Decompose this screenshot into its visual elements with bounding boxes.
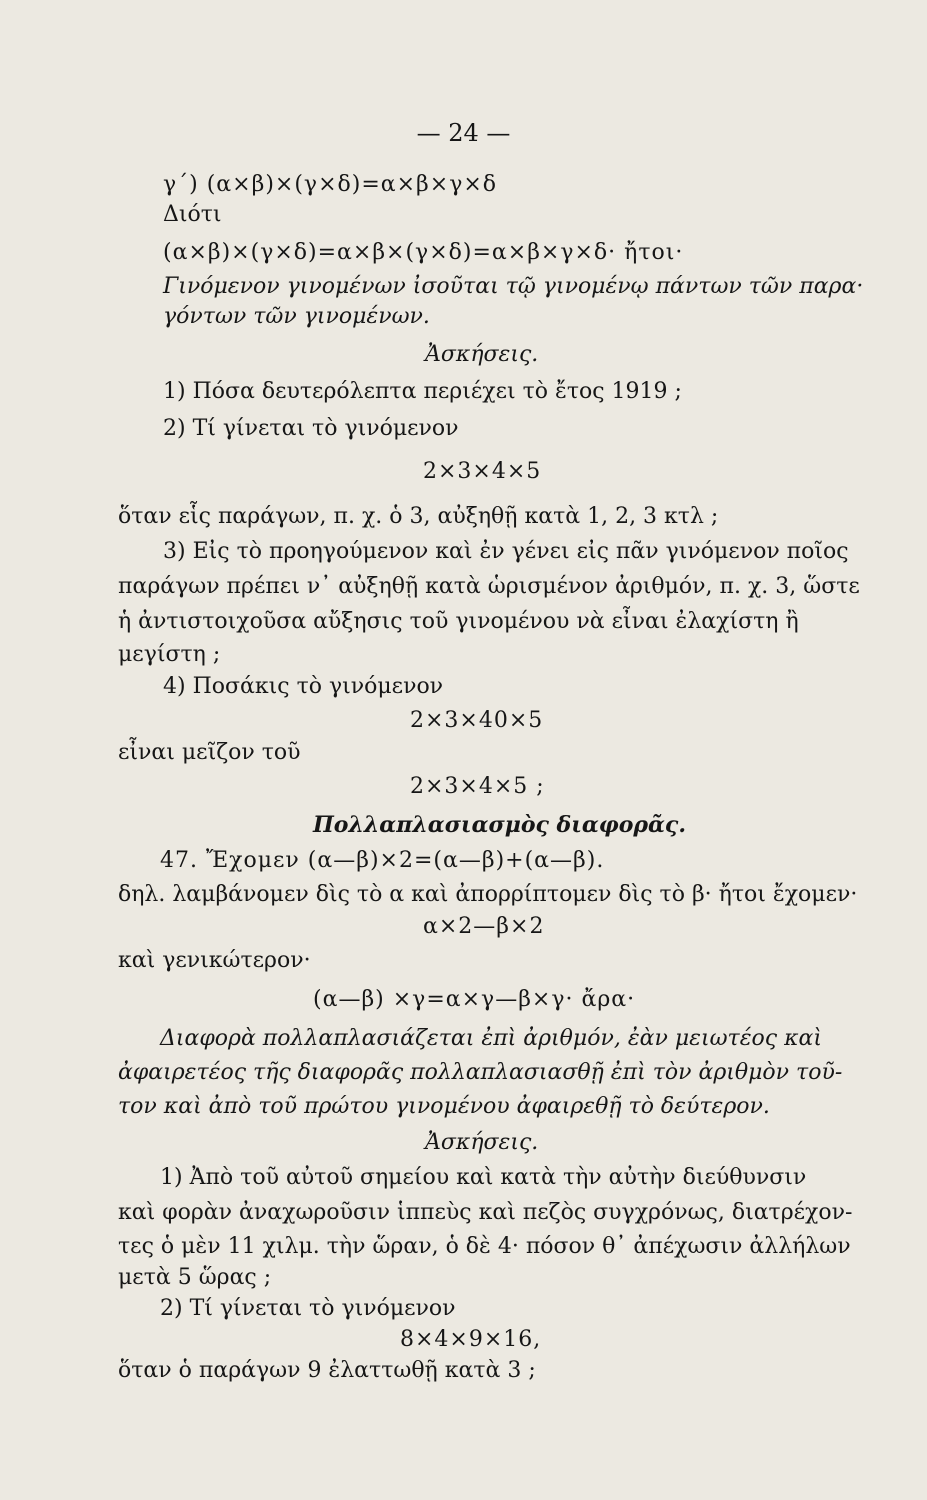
rule-line: Γινόμενον γινομένων ἰσοῦται τῷ γινομένῳ πάντων τῶν παρα· [163, 274, 864, 299]
exercise-line: 4) Ποσάκις τὸ γινόμενον [163, 674, 444, 699]
exercise-line: μεγίστη ; [118, 642, 221, 667]
exercises-heading: Ἀσκήσεις. [425, 1130, 539, 1155]
section-heading: Πολλαπλασιασμὸς διαφορᾶς. [313, 812, 686, 838]
exercise-line: ὅταν ὁ παράγων 9 ἐλαττωθῇ κατὰ 3 ; [118, 1358, 536, 1383]
exercise-line: 2) Τί γίνεται τὸ γινόμενον [163, 416, 459, 441]
formula-line: (α—β) ×γ=α×γ—β×γ· ἄρα· [313, 987, 636, 1012]
formula-line: 2×3×40×5 [410, 708, 544, 733]
exercise-line: τες ὁ μὲν 11 χιλμ. τὴν ὥραν, ὁ δὲ 4· πόσον θ᾽ ἀπέχωσιν ἀλλήλων [118, 1234, 851, 1259]
rule-line: τον καὶ ἀπὸ τοῦ πρώτου γινομένου ἀφαιρεθῇ τὸ δεύτερον. [118, 1094, 770, 1119]
formula-line: γ΄) (α×β)×(γ×δ)=α×β×γ×δ [163, 172, 498, 197]
exercise-line: 2) Τί γίνεται τὸ γινόμενον [160, 1296, 456, 1321]
exercise-line: παράγων πρέπει ν᾽ αὐξηθῇ κατὰ ὡρισμένον ἀριθμόν, π. χ. 3, ὥστε [118, 574, 860, 599]
exercises-heading: Ἀσκήσεις. [425, 342, 539, 367]
text-line: Διότι [163, 202, 222, 227]
formula-line: 2×3×4×5 [423, 459, 542, 484]
exercise-line: εἶναι μεῖζον τοῦ [118, 740, 301, 765]
formula-line: (α×β)×(γ×δ)=α×β×(γ×δ)=α×β×γ×δ· ἤτοι· [163, 240, 684, 265]
exercise-line: καὶ φορὰν ἀναχωροῦσιν ἱππεὺς καὶ πεζὸς συγχρόνως, διατρέχον- [118, 1200, 853, 1225]
formula-line: α×2—β×2 [423, 914, 545, 939]
exercise-line: ἡ ἀντιστοιχοῦσα αὔξησις τοῦ γινομένου νὰ εἶναι ἐλαχίστη ἢ [118, 609, 799, 634]
formula-line: 8×4×9×16, [400, 1327, 542, 1352]
exercise-line: 1) Ἀπὸ τοῦ αὐτοῦ σημείου καὶ κατὰ τὴν αὐτὴν διεύθυνσιν [160, 1165, 807, 1190]
exercise-line: ὅταν εἷς παράγων, π. χ. ὁ 3, αὐξηθῇ κατὰ 1, 2, 3 κτλ ; [118, 504, 719, 529]
rule-line: Διαφορὰ πολλαπλασιάζεται ἐπὶ ἀριθμόν, ἐὰν μειωτέος καὶ [160, 1026, 822, 1051]
rule-line: γόντων τῶν γινομένων. [163, 304, 430, 329]
exercise-line: μετὰ 5 ὥρας ; [118, 1265, 272, 1290]
formula-line: 47. Ἔχομεν (α—β)×2=(α—β)+(α—β). [160, 848, 605, 873]
page-number: — 24 — [416, 119, 511, 147]
text-line: δηλ. λαμβάνομεν δὶς τὸ α καὶ ἀπορρίπτομεν δὶς τὸ β· ἤτοι ἔχομεν· [118, 882, 858, 907]
exercise-line: 3) Εἰς τὸ προηγούμενον καὶ ἐν γένει εἰς πᾶν γινόμενον ποῖος [163, 539, 849, 564]
text-line: καὶ γενικώτερον· [118, 948, 311, 973]
exercise-line: 1) Πόσα δευτερόλεπτα περιέχει τὸ ἔτος 1919 ; [163, 379, 682, 404]
formula-line: 2×3×4×5 ; [410, 774, 545, 799]
rule-line: ἀφαιρετέος τῆς διαφορᾶς πολλαπλασιασθῇ ἐπὶ τὸν ἀριθμὸν τοῦ- [118, 1060, 843, 1085]
